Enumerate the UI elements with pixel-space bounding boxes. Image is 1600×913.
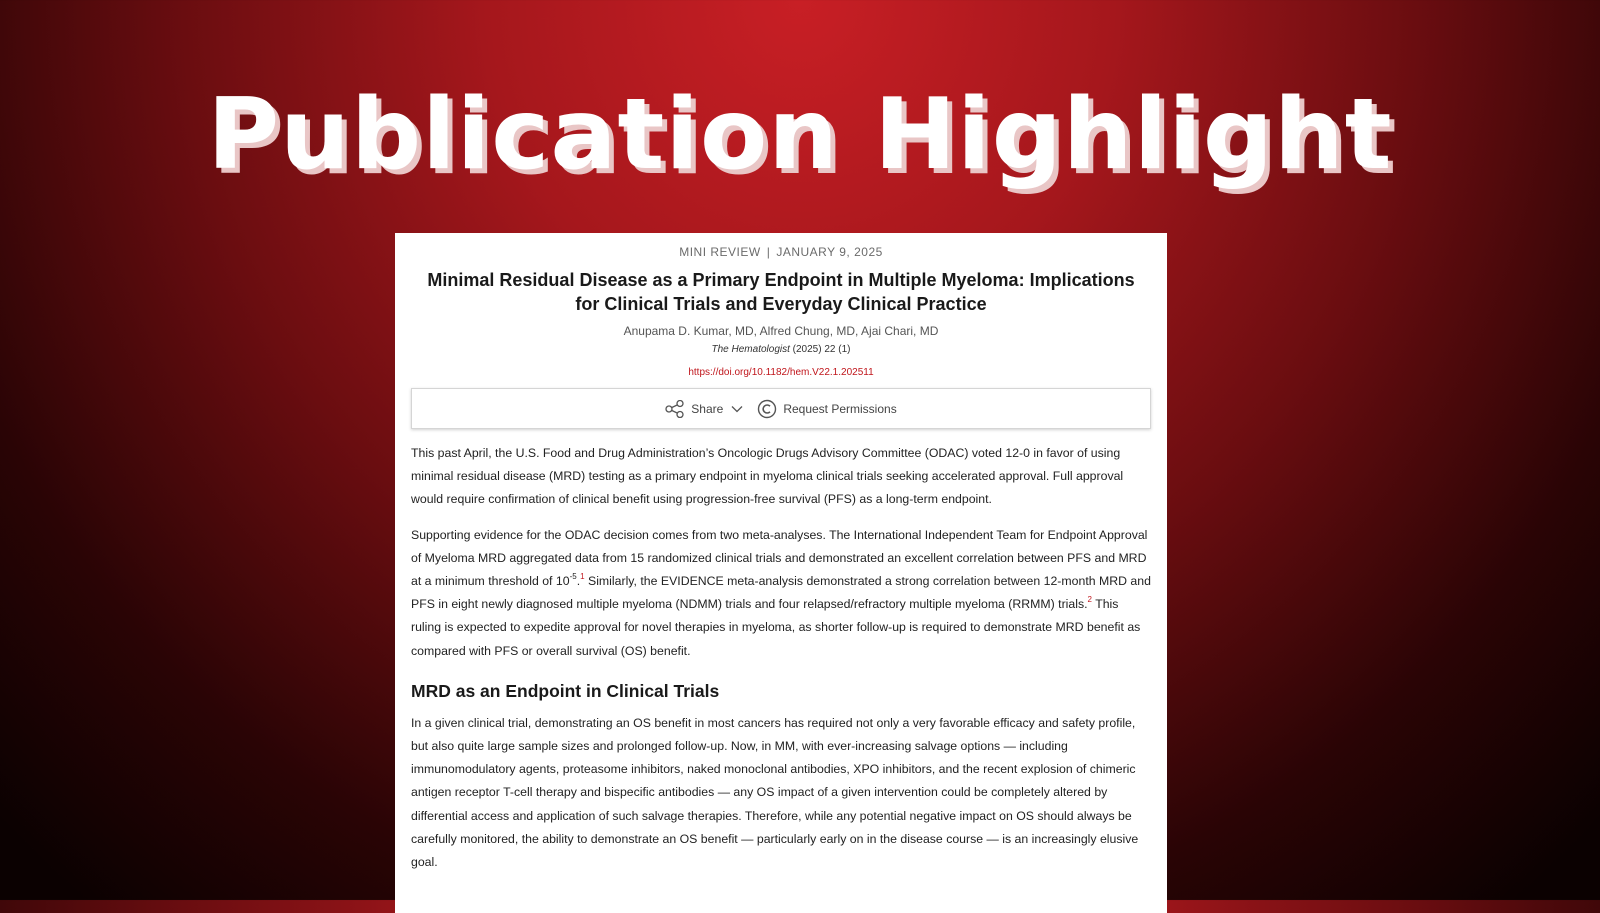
article-citation [411,344,1151,355]
article-type: MINI REVIEW [679,245,761,259]
article-card [395,233,1167,913]
period: . [576,574,581,589]
article-toolbar [411,388,1151,429]
share-button[interactable] [665,400,757,418]
citation-details: (2025) 22 (1) [789,344,851,355]
reference-link-2[interactable]: 2 [1087,595,1092,605]
exponent: -5 [569,571,577,581]
share-icon [665,400,685,418]
paragraph-1: This past April, the U.S. Food and Drug Administration’s Oncologic Drugs Advisory Committee (ODAC) voted 12-0 in favor of using minimal residual disease (MRD) testing as a primary endpoint in myeloma clinical trials seeking accelerated approval. Full approval would require confirmation of clinical benefit using progression-free survival (PFS) as a long-term endpoint. [411,446,1124,507]
paragraph-2 [411,524,1151,663]
article-title: Minimal Residual Disease as a Primary Endpoint in Multiple Myeloma: Implications for Clinical Trials and Everyday Clinical Practice [427,270,1135,314]
meta-separator: | [766,245,771,259]
journal-name: The Hematologist [711,344,790,355]
copyright-icon [757,399,777,419]
reference-link-1[interactable]: 1 [580,571,585,581]
article-date: JANUARY 9, 2025 [776,245,883,259]
paragraph-2-text-3: This ruling is expected to expedite approval for novel therapies in myeloma, as shorter follow-up is required to demonstrate MRD benefit as compared with PFS or overall survival (OS) benefit. [411,597,1141,658]
article-authors: Anupama D. Kumar, MD, Alfred Chung, MD, Ajai Chari, MD [623,324,939,338]
paragraph-2-text-1: Supporting evidence for the ODAC decision comes from two meta-analyses. The International Independent Team for Endpoint Approval of Myeloma MRD aggregated data from 15 randomized clinical trials and demonstrated an excellent correlation between PFS and MRD at a minimum threshold of 10 [411,527,1148,589]
paragraph-2-text-2: Similarly, the EVIDENCE meta-analysis demonstrated a strong correlation between 12-month MRD and PFS in eight newly diagnosed multiple myeloma (NDMM) trials and four relapsed/refractory multiple myeloma (RRMM) trials. [411,574,1151,612]
article-meta [411,245,1151,259]
page-title: Publication Highlight [207,78,1393,192]
share-label: Share [691,401,724,416]
request-permissions-label: Request Permissions [783,401,897,416]
request-permissions-button[interactable] [757,399,896,419]
doi-link[interactable]: https://doi.org/10.1182/hem.V22.1.202511 [688,367,874,378]
section-heading: MRD as an Endpoint in Clinical Trials [411,680,720,701]
chevron-down-icon [731,405,743,413]
paragraph-3: In a given clinical trial, demonstrating an OS benefit in most cancers has required not only a very favorable efficacy and safety profile, but also quite large sample sizes and prolonged follow-up. Now, in MM, with ever-increasing salvage options — including immunomodulatory agents, proteasome inhibitors, naked monoclonal antibodies, XPO inhibitors, and the recent explosion of chimeric antigen receptor T-cell therapy and bispecific antibodies — any OS impact of a given intervention could be completely altered by differential access and application of such salvage therapies. Therefore, while any potential negative impact on OS should always be carefully monitored, the ability to demonstrate an OS benefit — particularly early on in the disease course — is an increasingly elusive goal. [411,715,1139,870]
